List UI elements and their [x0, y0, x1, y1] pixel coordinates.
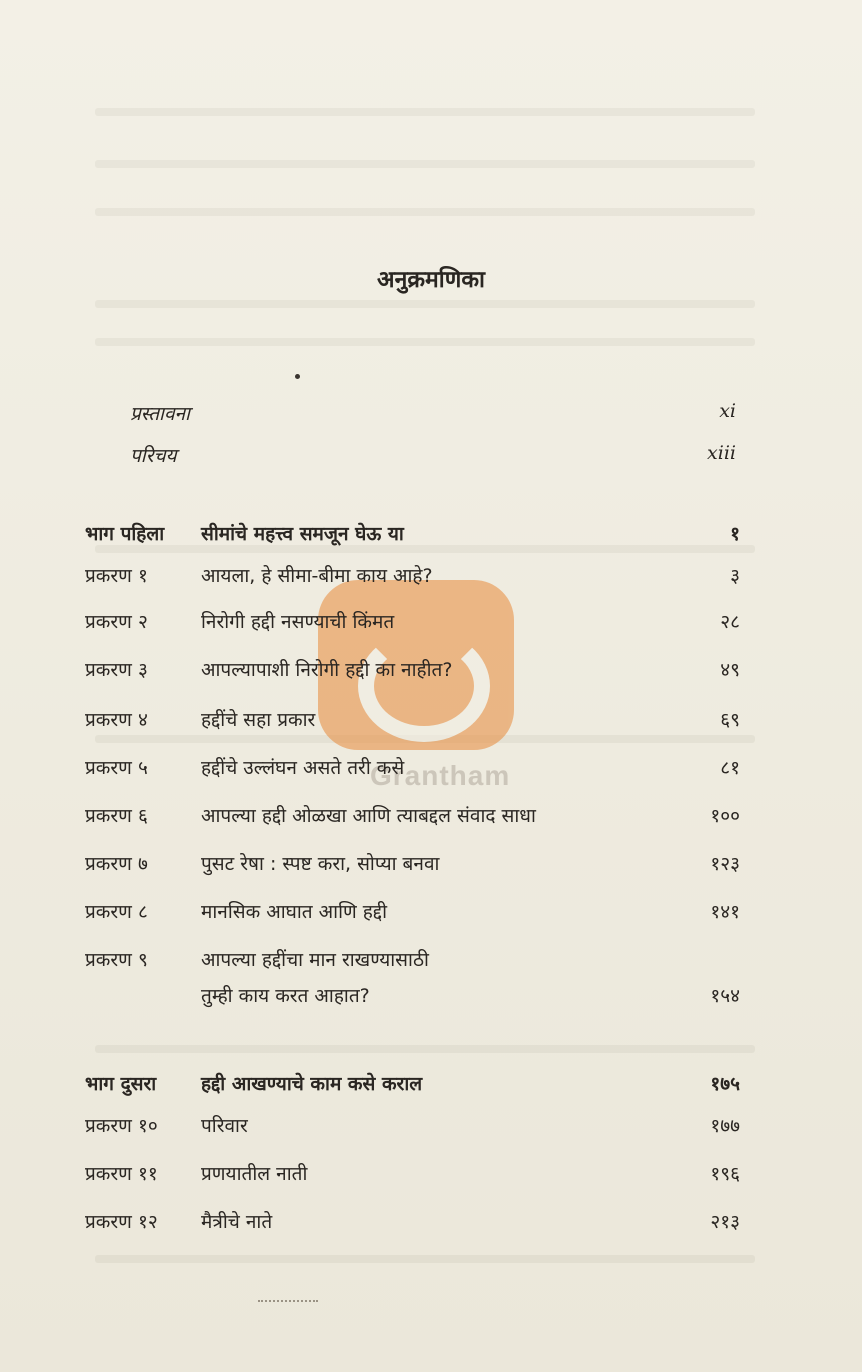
part-page: १	[730, 523, 740, 545]
chapter-page: १००	[710, 805, 740, 827]
front-matter-entry	[130, 400, 740, 432]
chapter-title: आयला, हे सीमा-बीमा काय आहे?	[201, 565, 433, 587]
pencil-mark	[258, 1294, 318, 1302]
chapter-title: आपल्या हद्दी ओळखा आणि त्याबद्दल संवाद साधा	[201, 805, 536, 827]
chapter-page: २१३	[710, 1211, 740, 1233]
chapter-label: प्रकरण १२	[85, 1211, 158, 1233]
part-label: भाग दुसरा	[85, 1073, 157, 1095]
ornament-dot	[295, 374, 300, 379]
chapter-page: ८१	[720, 757, 740, 779]
part-label: भाग पहिला	[85, 523, 165, 545]
entry-page: xiii	[707, 442, 736, 464]
toc-row	[85, 898, 740, 938]
chapter-title: हद्दींचे सहा प्रकार	[201, 709, 316, 731]
chapter-page: १४१	[710, 901, 740, 923]
chapter-label: प्रकरण ८	[85, 901, 148, 923]
chapter-page: ६९	[720, 709, 740, 731]
chapter-title: आपल्यापाशी निरोगी हद्दी का नाहीत?	[201, 659, 453, 681]
chapter-page: १७७	[710, 1115, 740, 1137]
chapter-label: प्रकरण ९	[85, 949, 148, 971]
part-page: १७५	[710, 1073, 740, 1095]
toc-row	[85, 1112, 740, 1152]
chapter-title: परिवार	[201, 1115, 248, 1137]
chapter-label: प्रकरण ११	[85, 1163, 158, 1185]
chapter-page: ३	[730, 565, 740, 587]
chapter-label: प्रकरण ६	[85, 805, 148, 827]
entry-label: परिचय	[130, 445, 177, 467]
chapter-title: हद्दींचे उल्लंघन असते तरी कसे	[201, 757, 405, 779]
chapter-page: २८	[720, 611, 740, 633]
chapter-label: प्रकरण ७	[85, 853, 148, 875]
toc-row	[85, 562, 740, 602]
entry-page: xi	[719, 400, 736, 422]
chapter-title: मैत्रीचे नाते	[201, 1211, 273, 1233]
chapter-page: ४९	[720, 659, 740, 681]
chapter-title-line1: आपल्या हद्दींचा मान राखण्यासाठी	[201, 949, 429, 971]
bleed-through-line	[95, 208, 755, 216]
chapter-label: प्रकरण ५	[85, 757, 148, 779]
toc-row	[85, 946, 740, 1022]
chapter-label: प्रकरण ३	[85, 659, 148, 681]
bleed-through-line	[95, 160, 755, 168]
page-title: अनुक्रमणिका	[377, 267, 485, 293]
chapter-label: प्रकरण १०	[85, 1115, 158, 1137]
chapter-page: १२३	[710, 853, 740, 875]
bleed-through-line	[95, 338, 755, 346]
chapter-title: प्रणयातील नाती	[201, 1163, 308, 1185]
part-heading	[85, 1070, 740, 1110]
bleed-through-line	[95, 1255, 755, 1263]
toc-row	[85, 656, 740, 696]
toc-row	[85, 1208, 740, 1248]
part-title: सीमांचे महत्त्व समजून घेऊ या	[201, 523, 404, 545]
toc-row	[85, 706, 740, 746]
part-title: हद्दी आखण्याचे काम कसे कराल	[201, 1073, 423, 1095]
chapter-title-line2: तुम्ही काय करत आहात?	[201, 985, 370, 1007]
front-matter-entry	[130, 442, 740, 474]
bleed-through-line	[95, 1045, 755, 1053]
toc-row	[85, 1160, 740, 1200]
chapter-title: पुसट रेषा : स्पष्ट करा, सोप्या बनवा	[201, 853, 440, 875]
toc-row	[85, 850, 740, 890]
entry-label: प्रस्तावना	[130, 403, 190, 425]
part-heading	[85, 520, 740, 560]
chapter-label: प्रकरण ४	[85, 709, 148, 731]
bleed-through-line	[95, 108, 755, 116]
chapter-page: १५४	[710, 985, 740, 1007]
bleed-through-line	[95, 300, 755, 308]
chapter-label: प्रकरण २	[85, 611, 148, 633]
watermark-text: Grantham	[370, 760, 511, 791]
chapter-page: १९६	[710, 1163, 740, 1185]
toc-row	[85, 754, 740, 794]
toc-row	[85, 802, 740, 842]
chapter-title: निरोगी हद्दी नसण्याची किंमत	[201, 611, 395, 633]
chapter-title: मानसिक आघात आणि हद्दी	[201, 901, 387, 923]
chapter-label: प्रकरण १	[85, 565, 148, 587]
toc-row	[85, 608, 740, 648]
